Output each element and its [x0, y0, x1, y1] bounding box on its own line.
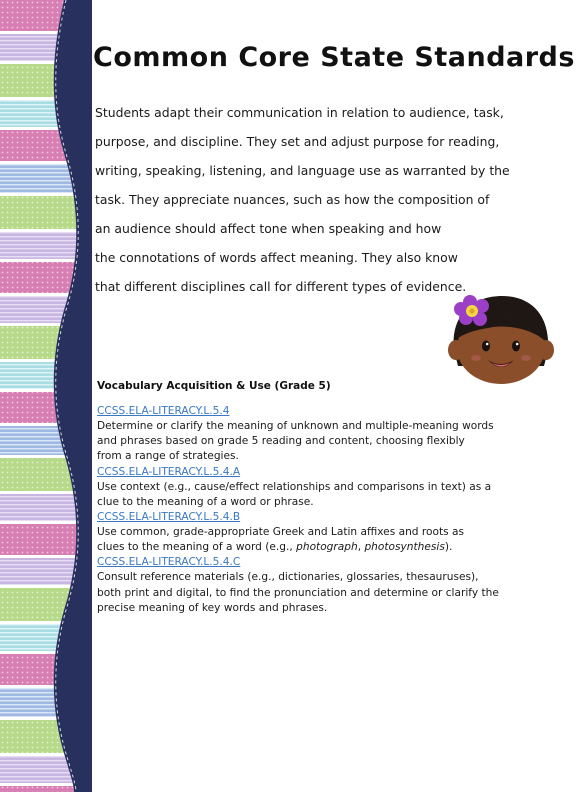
navy-wave-border	[54, 0, 92, 792]
standard-description	[97, 525, 557, 555]
description-line: Use common, grade-appropriate Greek and Latin affixes and roots as	[97, 526, 465, 539]
border-band-gap	[0, 521, 80, 524]
girl-with-flower-illustration	[444, 288, 556, 388]
intro-line: task. They appreciate nuances, such as how the composition of	[95, 192, 490, 207]
standard-item	[97, 510, 557, 555]
standard-description	[97, 480, 557, 510]
border-band	[0, 232, 80, 259]
border-band-gap	[0, 555, 80, 558]
description-line: and phrases based on grade 5 reading and content, choosing flexibly	[97, 435, 465, 448]
page-title: Common Core State Standards	[93, 42, 575, 73]
description-line: precise meaning of key words and phrases.	[97, 601, 328, 614]
intro-line: writing, speaking, listening, and language use as warranted by the	[95, 163, 510, 178]
intro-line: an audience should affect tone when speaking and how	[95, 221, 442, 236]
standard-item	[97, 465, 557, 510]
description-text: clues to the meaning of a word (e.g.,	[97, 541, 297, 554]
standard-link[interactable]: CCSS.ELA-LITERACY.L.5.4.C	[97, 556, 241, 569]
description-line: Determine or clarify the meaning of unknown and multiple-meaning words	[97, 420, 494, 432]
border-band	[0, 262, 80, 293]
example-word: photograph	[296, 541, 358, 554]
decorative-border	[0, 0, 92, 792]
border-band	[0, 524, 80, 555]
intro-paragraph	[95, 98, 565, 301]
border-band	[0, 196, 80, 229]
intro-line: the connotations of words affect meaning. They also know	[95, 250, 458, 265]
border-band-gap	[0, 585, 80, 588]
intro-line: Students adapt their communication in relation to audience, task,	[95, 105, 504, 120]
description-line	[97, 540, 557, 555]
standard-description	[97, 570, 557, 616]
standard-item	[97, 555, 557, 616]
description-line: Consult reference materials (e.g., dictionaries, glossaries, thesauruses),	[97, 571, 479, 584]
border-band-gap	[0, 783, 80, 786]
intro-line: purpose, and discipline. They set and adjust purpose for reading,	[95, 134, 500, 149]
description-line: from a range of strategies.	[97, 450, 239, 463]
border-band-gap	[0, 193, 80, 196]
border-band	[0, 164, 80, 193]
description-line: clue to the meaning of a word or phrase.	[97, 495, 314, 508]
border-band-gap	[0, 259, 80, 262]
standard-link[interactable]: CCSS.ELA-LITERACY.L.5.4	[97, 405, 230, 417]
border-band-gap	[0, 229, 80, 232]
description-text: ,	[357, 541, 365, 554]
standard-link[interactable]: CCSS.ELA-LITERACY.L.5.4.A	[97, 465, 241, 478]
border-band-gap	[0, 293, 80, 296]
example-word: photosynthesis	[364, 541, 445, 554]
standard-item	[97, 404, 557, 465]
border-band-gap	[0, 491, 80, 494]
border-band	[0, 786, 80, 792]
standard-description	[97, 419, 557, 465]
standard-link[interactable]: CCSS.ELA-LITERACY.L.5.4.B	[97, 511, 241, 524]
border-band	[0, 558, 80, 585]
border-band	[0, 494, 80, 521]
intro-line: that different disciplines call for different types of evidence.	[95, 279, 467, 294]
description-line: both print and digital, to find the pronunciation and determine or clarify the	[97, 586, 499, 599]
section-heading: Vocabulary Acquisition & Use (Grade 5)	[97, 380, 331, 392]
standards-section	[97, 380, 557, 616]
description-line: Use context (e.g., cause/effect relationships and comparisons in text) as a	[97, 480, 492, 493]
description-text: ).	[444, 541, 453, 554]
